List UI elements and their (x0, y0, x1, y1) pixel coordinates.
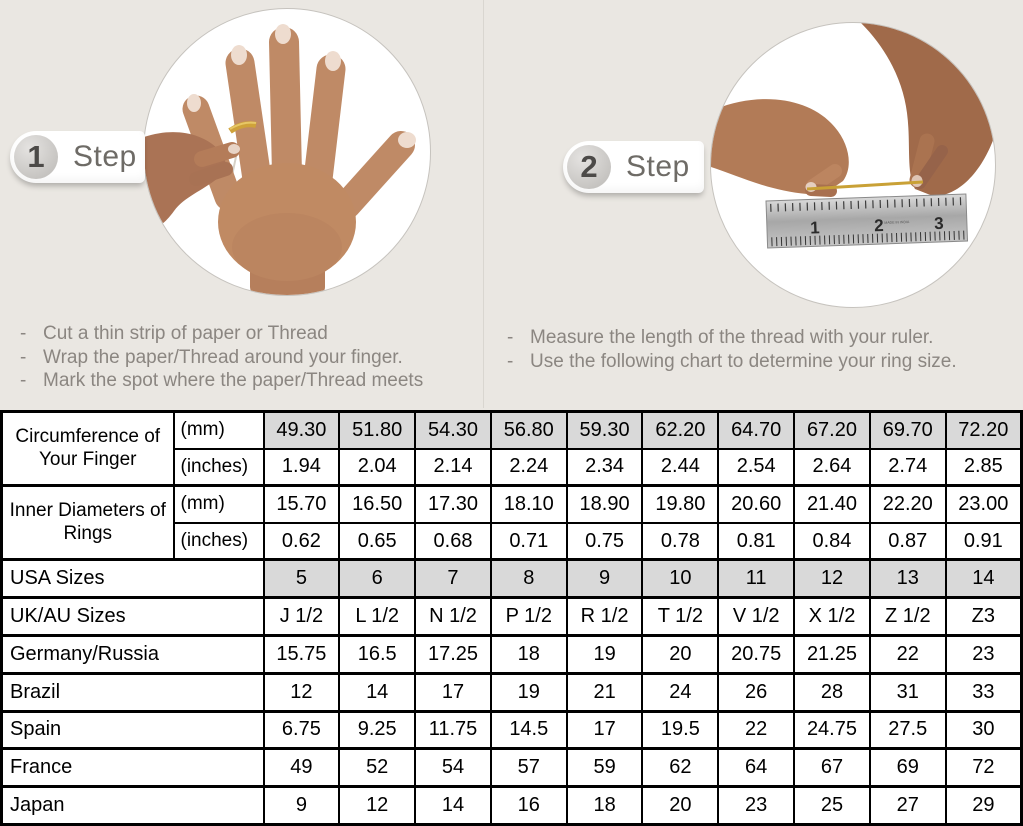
value-cell: 49 (264, 749, 340, 787)
value-cell: 21.25 (794, 635, 870, 673)
value-cell: 12 (794, 560, 870, 598)
ruler-number-3: 3 (933, 213, 944, 234)
value-cell: 56.80 (491, 412, 567, 449)
dash-bullet: - (20, 370, 27, 391)
value-cell: 6 (339, 560, 415, 598)
ruler-number-2: 2 (873, 215, 884, 236)
value-cell: 0.91 (946, 523, 1022, 560)
unit-cell: (inches) (174, 449, 264, 486)
size-system-label: Germany/Russia (2, 635, 264, 673)
value-cell: 2.24 (491, 449, 567, 486)
step1-instructions (20, 322, 423, 393)
value-cell: R 1/2 (567, 598, 643, 636)
instruction-text: Wrap the paper/Thread around your finger. (43, 346, 403, 368)
value-cell: 2.04 (339, 449, 415, 486)
value-cell: Z3 (946, 598, 1022, 636)
value-cell: 67 (794, 749, 870, 787)
ruler-graphic (766, 194, 968, 248)
row-group-label: Circumference of Your Finger (2, 412, 174, 486)
value-cell: 27 (870, 787, 946, 825)
value-cell: 17 (567, 711, 643, 749)
value-cell: 14 (339, 673, 415, 711)
value-cell: 23 (718, 787, 794, 825)
value-cell: 64 (718, 749, 794, 787)
value-cell: 19 (491, 673, 567, 711)
value-cell: 16 (491, 787, 567, 825)
value-cell: 62 (642, 749, 718, 787)
value-cell: 10 (642, 560, 718, 598)
value-cell: 0.81 (718, 523, 794, 560)
ring-size-table-body (2, 412, 1022, 825)
instruction-line (20, 322, 423, 346)
dash-bullet: - (20, 346, 27, 368)
value-cell: 0.87 (870, 523, 946, 560)
value-cell: 17.30 (415, 486, 491, 523)
value-cell: 2.54 (718, 449, 794, 486)
step2-label: Step (626, 150, 690, 183)
step2-badge (563, 141, 704, 193)
value-cell: 14.5 (491, 711, 567, 749)
table-row (2, 598, 1022, 636)
value-cell: 14 (415, 787, 491, 825)
ruler-number-1: 1 (809, 218, 821, 238)
value-cell: 15.75 (264, 635, 340, 673)
value-cell: 16.50 (339, 486, 415, 523)
value-cell: 22 (718, 711, 794, 749)
dash-bullet: - (507, 350, 514, 372)
instruction-text: Mark the spot where the paper/Thread meets (43, 370, 424, 391)
value-cell: 0.78 (642, 523, 718, 560)
dash-bullet: - (20, 323, 27, 344)
value-cell: 20 (642, 787, 718, 825)
step1-label: Step (73, 140, 137, 173)
value-cell: V 1/2 (718, 598, 794, 636)
value-cell: 49.30 (264, 412, 340, 449)
column-divider (483, 0, 484, 408)
row-group-label: Inner Diameters of Rings (2, 486, 174, 560)
value-cell: 27.5 (870, 711, 946, 749)
value-cell: 52 (339, 749, 415, 787)
table-row (2, 787, 1022, 825)
table-row (2, 560, 1022, 598)
value-cell: 2.85 (946, 449, 1022, 486)
table-row (2, 486, 1022, 523)
value-cell: 5 (264, 560, 340, 598)
value-cell: 2.74 (870, 449, 946, 486)
step1-number: 1 (14, 135, 58, 179)
value-cell: 21 (567, 673, 643, 711)
ring-size-conversion-table (0, 410, 1023, 826)
value-cell: 2.64 (794, 449, 870, 486)
table-row (2, 635, 1022, 673)
value-cell: 20.60 (718, 486, 794, 523)
value-cell: 64.70 (718, 412, 794, 449)
value-cell: 62.20 (642, 412, 718, 449)
value-cell: 24.75 (794, 711, 870, 749)
value-cell: 2.34 (567, 449, 643, 486)
value-cell: 0.68 (415, 523, 491, 560)
value-cell: 22.20 (870, 486, 946, 523)
value-cell: 20 (642, 635, 718, 673)
instruction-text: Measure the length of the thread with your ruler. (530, 327, 934, 348)
size-system-label: Spain (2, 711, 264, 749)
value-cell: 7 (415, 560, 491, 598)
value-cell: 69.70 (870, 412, 946, 449)
step2-instructions (507, 326, 957, 373)
value-cell: 25 (794, 787, 870, 825)
instruction-line (20, 369, 423, 393)
value-cell: 19.5 (642, 711, 718, 749)
value-cell: 23.00 (946, 486, 1022, 523)
value-cell: 0.75 (567, 523, 643, 560)
value-cell: 6.75 (264, 711, 340, 749)
size-system-label: France (2, 749, 264, 787)
size-system-label: Brazil (2, 673, 264, 711)
table-row (2, 412, 1022, 449)
value-cell: 14 (946, 560, 1022, 598)
value-cell: 2.44 (642, 449, 718, 486)
ruler-brand-text: MADE IN INDIA (884, 220, 910, 225)
value-cell: 0.62 (264, 523, 340, 560)
value-cell: 54 (415, 749, 491, 787)
value-cell: 0.65 (339, 523, 415, 560)
value-cell: 12 (264, 673, 340, 711)
step2-number: 2 (567, 145, 611, 189)
table-row (2, 711, 1022, 749)
value-cell: 18 (567, 787, 643, 825)
value-cell: 13 (870, 560, 946, 598)
value-cell: 17.25 (415, 635, 491, 673)
value-cell: 0.84 (794, 523, 870, 560)
value-cell: 21.40 (794, 486, 870, 523)
unit-cell: (inches) (174, 523, 264, 560)
value-cell: L 1/2 (339, 598, 415, 636)
value-cell: 9.25 (339, 711, 415, 749)
value-cell: 69 (870, 749, 946, 787)
value-cell: 26 (718, 673, 794, 711)
value-cell: 51.80 (339, 412, 415, 449)
value-cell: 1.94 (264, 449, 340, 486)
value-cell: 59 (567, 749, 643, 787)
value-cell: 59.30 (567, 412, 643, 449)
how-to-measure-section (0, 0, 1023, 410)
value-cell: 29 (946, 787, 1022, 825)
value-cell: 20.75 (718, 635, 794, 673)
step2-photo-circle (710, 22, 996, 308)
value-cell: 15.70 (264, 486, 340, 523)
value-cell: 19 (567, 635, 643, 673)
size-system-label: UK/AU Sizes (2, 598, 264, 636)
value-cell: 11.75 (415, 711, 491, 749)
value-cell: 72 (946, 749, 1022, 787)
value-cell: 30 (946, 711, 1022, 749)
value-cell: 9 (264, 787, 340, 825)
value-cell: 16.5 (339, 635, 415, 673)
size-system-label: Japan (2, 787, 264, 825)
instruction-line (507, 326, 957, 350)
value-cell: 0.71 (491, 523, 567, 560)
unit-cell: (mm) (174, 412, 264, 449)
value-cell: 18 (491, 635, 567, 673)
table-row (2, 749, 1022, 787)
value-cell: 8 (491, 560, 567, 598)
hand-with-thread-photo (144, 9, 430, 295)
value-cell: J 1/2 (264, 598, 340, 636)
value-cell: 18.90 (567, 486, 643, 523)
dash-bullet: - (507, 327, 514, 348)
value-cell: 17 (415, 673, 491, 711)
value-cell: 9 (567, 560, 643, 598)
value-cell: 72.20 (946, 412, 1022, 449)
instruction-text: Cut a thin strip of paper or Thread (43, 323, 328, 344)
value-cell: 2.14 (415, 449, 491, 486)
value-cell: X 1/2 (794, 598, 870, 636)
value-cell: 33 (946, 673, 1022, 711)
value-cell: 23 (946, 635, 1022, 673)
value-cell: 54.30 (415, 412, 491, 449)
value-cell: 28 (794, 673, 870, 711)
unit-cell: (mm) (174, 486, 264, 523)
value-cell: 12 (339, 787, 415, 825)
step1-badge (10, 131, 145, 183)
value-cell: 24 (642, 673, 718, 711)
value-cell: N 1/2 (415, 598, 491, 636)
value-cell: 67.20 (794, 412, 870, 449)
instruction-line (507, 350, 957, 374)
value-cell: 11 (718, 560, 794, 598)
value-cell: 57 (491, 749, 567, 787)
step1-photo-circle (143, 8, 431, 296)
instruction-text: Use the following chart to determine your ring size. (530, 350, 957, 372)
value-cell: 18.10 (491, 486, 567, 523)
value-cell: 19.80 (642, 486, 718, 523)
value-cell: 22 (870, 635, 946, 673)
instruction-line (20, 346, 423, 370)
value-cell: T 1/2 (642, 598, 718, 636)
measuring-thread-with-ruler-photo (711, 23, 995, 307)
value-cell: 31 (870, 673, 946, 711)
value-cell: P 1/2 (491, 598, 567, 636)
table-row (2, 673, 1022, 711)
size-system-label: USA Sizes (2, 560, 264, 598)
value-cell: Z 1/2 (870, 598, 946, 636)
